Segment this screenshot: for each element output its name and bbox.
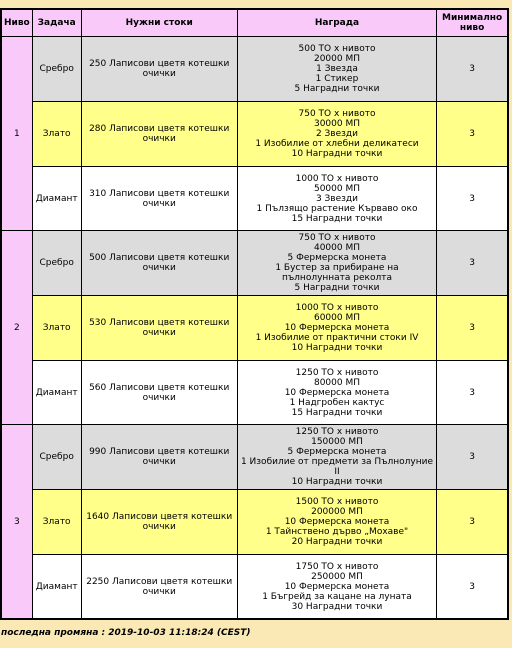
reward-line: 5 Наградни точки — [294, 283, 380, 293]
header-min-level: Минимално ниво — [437, 9, 508, 37]
reward-line: 30 Наградни точки — [291, 601, 383, 612]
goods-cell: 500 Лаписови цветя котешки очички — [81, 231, 237, 296]
task-cell: Сребро — [32, 37, 81, 102]
reward-line: 5 Фермерска монета — [287, 447, 387, 457]
header-row — [1, 9, 508, 37]
task-cell: Диамант — [32, 555, 81, 620]
reward-line: 1750 ТО х нивото — [295, 561, 379, 572]
table-row — [1, 361, 508, 425]
table-row — [1, 555, 508, 620]
reward-line: 2 Звезди — [315, 129, 359, 139]
reward-line: 10 Наградни точки — [291, 343, 383, 353]
min-level-cell: 3 — [437, 102, 508, 167]
reward-cell — [237, 231, 436, 296]
table-row — [1, 490, 508, 555]
reward-line: 1000 ТО х нивото — [295, 303, 379, 313]
table-row — [1, 296, 508, 361]
goods-cell: 530 Лаписови цветя котешки очички — [81, 296, 237, 361]
reward-line: 10 Фермерска монета — [284, 387, 390, 398]
reward-line: 500 ТО х нивото — [298, 44, 376, 54]
reward-line: 1 Пълзящо растение Кърваво око — [256, 203, 418, 214]
min-level-cell: 3 — [437, 296, 508, 361]
header-reward: Награда — [237, 9, 436, 37]
reward-line: 3 Звезди — [315, 193, 359, 204]
reward-line: 1250 ТО х нивото — [295, 367, 379, 378]
level-cell: 1 — [1, 37, 32, 231]
table-row — [1, 102, 508, 167]
reward-line: 1500 ТО х нивото — [295, 497, 379, 507]
reward-line: 60000 МП — [313, 313, 360, 323]
reward-line: 10 Фермерска монета — [284, 581, 390, 592]
reward-line: 20 Наградни точки — [291, 537, 383, 547]
task-cell: Диамант — [32, 361, 81, 425]
reward-cell — [237, 425, 436, 490]
reward-line: 750 ТО х нивото — [298, 109, 376, 119]
reward-line: 1 Изобилие от практични стоки IV — [255, 333, 419, 343]
goods-cell: 1640 Лаписови цветя котешки очички — [81, 490, 237, 555]
min-level-cell: 3 — [437, 167, 508, 231]
header-goods: Нужни стоки — [81, 9, 237, 37]
reward-line: 250000 МП — [311, 571, 363, 582]
last-modified-footer: последна промяна : 2019-10-03 11:18:24 (CEST) — [1, 628, 251, 638]
reward-line: 40000 МП — [313, 243, 360, 253]
reward-line: 750 ТО х нивото — [298, 233, 376, 243]
task-cell: Злато — [32, 296, 81, 361]
table-row — [1, 37, 508, 102]
reward-cell — [237, 102, 436, 167]
min-level-cell: 3 — [437, 490, 508, 555]
quest-table — [0, 8, 509, 620]
reward-line: 200000 МП — [311, 507, 363, 517]
reward-line: 10 Наградни точки — [291, 149, 383, 159]
reward-line: 15 Наградни точки — [291, 407, 383, 418]
reward-line: 1 Изобилие от предмети за Пълнолуние II — [240, 457, 433, 477]
reward-line: 1 Звезда — [316, 64, 358, 74]
table-row — [1, 425, 508, 490]
reward-line: 10 Фермерска монета — [284, 323, 390, 333]
reward-line: 1 Изобилие от хлебни деликатеси — [255, 139, 419, 149]
goods-cell: 280 Лаписови цветя котешки очички — [81, 102, 237, 167]
header-level: Ниво — [1, 9, 32, 37]
table-row — [1, 167, 508, 231]
reward-cell — [237, 296, 436, 361]
reward-line: 1250 ТО х нивото — [295, 427, 379, 437]
goods-cell: 560 Лаписови цветя котешки очички — [81, 361, 237, 425]
min-level-cell: 3 — [437, 361, 508, 425]
goods-cell: 250 Лаписови цветя котешки очички — [81, 37, 237, 102]
task-cell: Диамант — [32, 167, 81, 231]
reward-line: 50000 МП — [313, 183, 360, 194]
reward-line: 5 Наградни точки — [294, 84, 380, 94]
reward-cell — [237, 555, 436, 620]
reward-cell — [237, 167, 436, 231]
reward-line: 30000 МП — [313, 119, 360, 129]
reward-line: 5 Фермерска монета — [287, 253, 387, 263]
goods-cell: 310 Лаписови цветя котешки очички — [81, 167, 237, 231]
header-task: Задача — [32, 9, 81, 37]
reward-line: 15 Наградни точки — [291, 213, 383, 224]
table-row — [1, 231, 508, 296]
reward-line: 150000 МП — [311, 437, 363, 447]
level-cell: 2 — [1, 231, 32, 425]
reward-line: 1000 ТО х нивото — [295, 173, 379, 184]
goods-cell: 990 Лаписови цветя котешки очички — [81, 425, 237, 490]
reward-line: 10 Наградни точки — [291, 477, 383, 487]
reward-line: 1 Тайнствено дърво „Мохаве" — [265, 527, 409, 537]
task-cell: Злато — [32, 102, 81, 167]
reward-cell — [237, 361, 436, 425]
reward-cell — [237, 490, 436, 555]
level-cell: 3 — [1, 425, 32, 620]
reward-line: 1 Надгробен кактус — [289, 397, 385, 408]
min-level-cell: 3 — [437, 37, 508, 102]
reward-line: 1 Бустер за прибиране на пълнолунната реколта — [275, 263, 399, 283]
reward-line: 10 Фермерска монета — [284, 517, 390, 527]
task-cell: Злато — [32, 490, 81, 555]
min-level-cell: 3 — [437, 555, 508, 620]
min-level-cell: 3 — [437, 231, 508, 296]
task-cell: Сребро — [32, 425, 81, 490]
reward-line: 1 Стикер — [315, 74, 359, 84]
min-level-cell: 3 — [437, 425, 508, 490]
reward-cell — [237, 37, 436, 102]
reward-line: 80000 МП — [313, 377, 360, 388]
reward-line: 20000 МП — [313, 54, 360, 64]
task-cell: Сребро — [32, 231, 81, 296]
goods-cell: 2250 Лаписови цветя котешки очички — [81, 555, 237, 620]
reward-line: 1 Бъгрейд за кацане на луната — [262, 591, 412, 602]
